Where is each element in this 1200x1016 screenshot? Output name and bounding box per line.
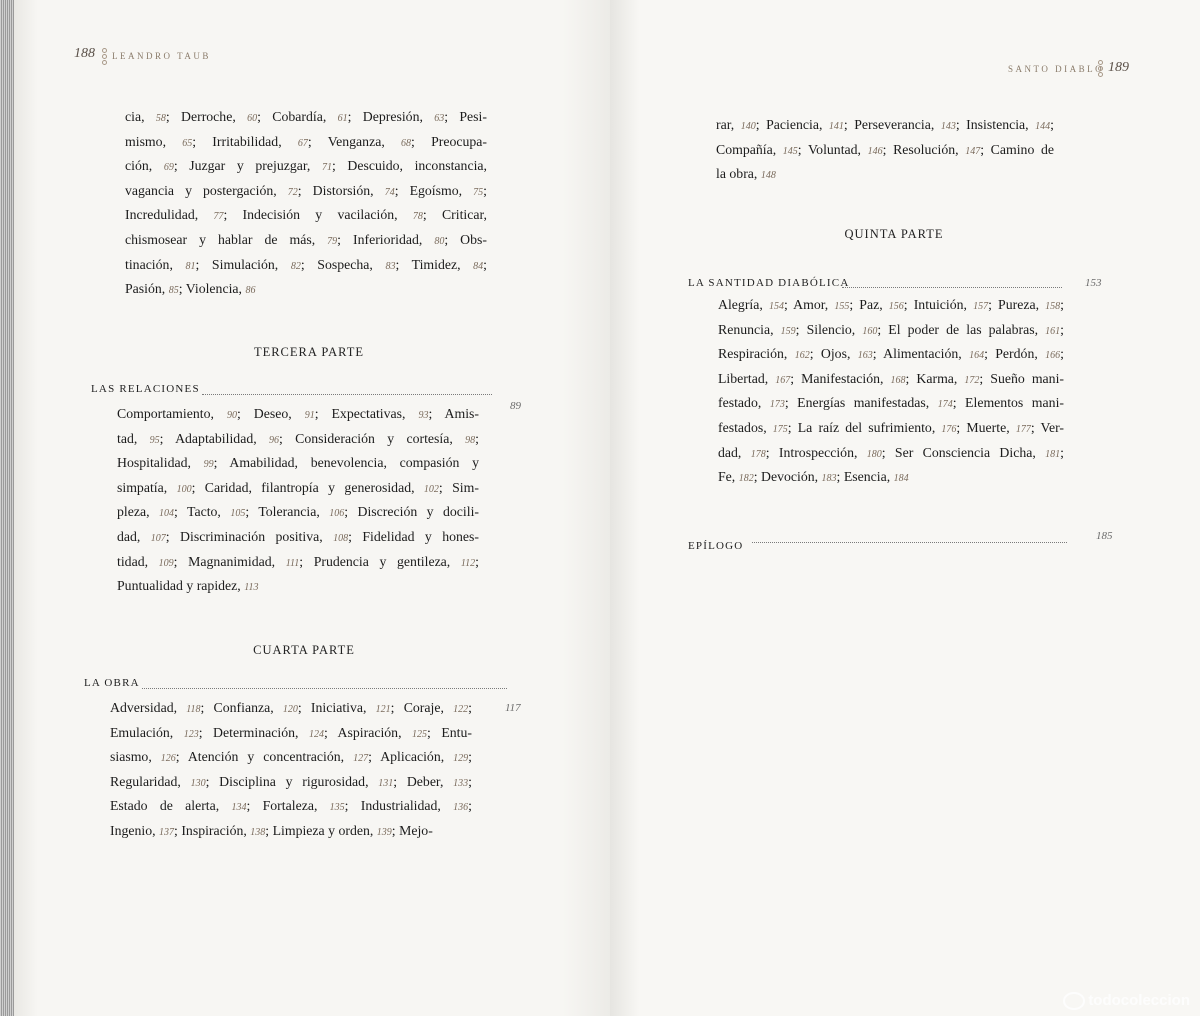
watermark: [1063, 992, 1190, 1010]
toc-line: ción, 69; Juzgar y prejuzgar, 71; Descuido, inconstancia,: [125, 158, 487, 174]
dot-leader: [202, 392, 492, 395]
page-number: 89: [510, 400, 521, 412]
toc-line: rar, 140; Paciencia, 141; Perseverancia, 143; Insistencia, 144;: [716, 117, 1054, 132]
toc-subentries-cuarta: [110, 697, 472, 845]
ornament-dots: [1098, 60, 1102, 78]
toc-line: chismosear y hablar de más, 79; Inferioridad, 80; Obs-: [125, 231, 487, 247]
toc-line: tad, 95; Adaptabilidad, 96; Consideración y cortesía, 98;: [117, 430, 479, 446]
toc-line: Estado de alerta, 134; Fortaleza, 135; Industrialidad, 136;: [110, 798, 472, 814]
toc-line: Fe, 182; Devoción, 183; Esencia, 184: [718, 469, 909, 485]
toc-line: Hospitalidad, 99; Amabilidad, benevolencia, compasión y: [117, 455, 479, 471]
toc-entry-la-santidad-diabolica[interactable]: LA SANTIDAD DIABÓLICA: [688, 277, 850, 289]
dot-leader: [752, 540, 1067, 543]
toc-subentries-tercera: [117, 403, 479, 600]
right-running-head: SANTO DIABLO: [1008, 64, 1105, 74]
toc-line: Adversidad, 118; Confianza, 120; Iniciativa, 121; Coraje, 122;: [110, 700, 472, 715]
toc-entry-la-obra[interactable]: LA OBRA: [84, 677, 140, 689]
toc-line: siasmo, 126; Atención y concentración, 127; Aplicación, 129;: [110, 749, 473, 765]
toc-line: vagancia y postergación, 72; Distorsión, 74; Egoísmo, 75;: [125, 182, 487, 198]
part-heading-tercera: TERCERA PARTE: [253, 345, 365, 359]
watermark-text: todocoleccion: [1088, 991, 1190, 1009]
toc-line: dad, 178; Introspección, 180; Ser Consciencia Dicha, 181;: [718, 444, 1064, 460]
toc-line: Libertad, 167; Manifestación, 168; Karma, 172; Sueño mani-: [718, 370, 1065, 386]
toc-line: cia, 58; Derroche, 60; Cobardía, 61; Depresión, 63; Pesi-: [125, 109, 487, 124]
part-heading-cuarta: CUARTA PARTE: [253, 643, 355, 657]
page-edge-stack: [0, 0, 14, 1016]
toc-line: Comportamiento, 90; Deseo, 91; Expectativas, 93; Amis-: [117, 406, 479, 421]
toc-line: Alegría, 154; Amor, 155; Paz, 156; Intuición, 157; Pureza, 158;: [718, 297, 1064, 312]
toc-entry-las-relaciones[interactable]: LAS RELACIONES: [91, 383, 200, 395]
toc-line: Respiración, 162; Ojos, 163; Alimentación, 164; Perdón, 166;: [718, 346, 1064, 362]
toc-continuation-left: [125, 106, 487, 303]
toc-line: Compañía, 145; Voluntad, 146; Resolución, 147; Camino de: [716, 141, 1054, 157]
left-folio: 188: [74, 46, 95, 61]
toc-line: Puntualidad y rapidez, 113: [117, 578, 259, 594]
toc-line: Emulación, 123; Determinación, 124; Aspiración, 125; Entu-: [110, 724, 472, 740]
toc-line: festado, 173; Energías manifestadas, 174; Elementos mani-: [718, 395, 1064, 411]
watermark-logo-icon: [1063, 992, 1085, 1010]
page-number: 185: [1096, 530, 1113, 542]
page-number: 153: [1085, 277, 1102, 289]
toc-continuation-right: [716, 114, 1054, 188]
toc-line: simpatía, 100; Caridad, filantropía y generosidad, 102; Sim-: [117, 479, 479, 495]
toc-line: Regularidad, 130; Disciplina y rigurosidad, 131; Deber, 133;: [110, 773, 472, 789]
toc-line: Incredulidad, 77; Indecisión y vacilación, 78; Criticar,: [125, 207, 487, 223]
toc-line: festados, 175; La raíz del sufrimiento, 176; Muerte, 177; Ver-: [718, 419, 1064, 435]
toc-line: mismo, 65; Irritabilidad, 67; Venganza, 68; Preocupa-: [125, 133, 488, 149]
dot-leader: [142, 686, 507, 689]
toc-line: Ingenio, 137; Inspiración, 138; Limpieza y orden, 139; Mejo-: [110, 822, 433, 838]
toc-line: la obra, 148: [716, 166, 776, 182]
right-page: [610, 0, 1200, 1016]
right-folio: 189: [1108, 60, 1129, 75]
toc-line: tidad, 109; Magnanimidad, 111; Prudencia y gentileza, 112;: [117, 553, 479, 569]
toc-line: dad, 107; Discriminación positiva, 108; Fidelidad y hones-: [117, 528, 479, 544]
left-running-head: LEANDRO TAUB: [112, 51, 211, 61]
dot-leader: [842, 285, 1062, 288]
toc-subentries-quinta: [718, 294, 1064, 491]
toc-line: Pasión, 85; Violencia, 86: [125, 281, 256, 297]
page-number: 117: [505, 702, 521, 714]
toc-entry-epilogo[interactable]: EPÍLOGO: [688, 540, 744, 552]
part-heading-quinta: QUINTA PARTE: [844, 227, 944, 241]
left-page: [14, 0, 610, 1016]
toc-line: pleza, 104; Tacto, 105; Tolerancia, 106; Discreción y docili-: [117, 504, 479, 520]
toc-line: tinación, 81; Simulación, 82; Sospecha, 83; Timidez, 84;: [125, 256, 488, 272]
ornament-dots: [102, 48, 106, 66]
toc-line: Renuncia, 159; Silencio, 160; El poder de las palabras, 161;: [718, 321, 1064, 337]
